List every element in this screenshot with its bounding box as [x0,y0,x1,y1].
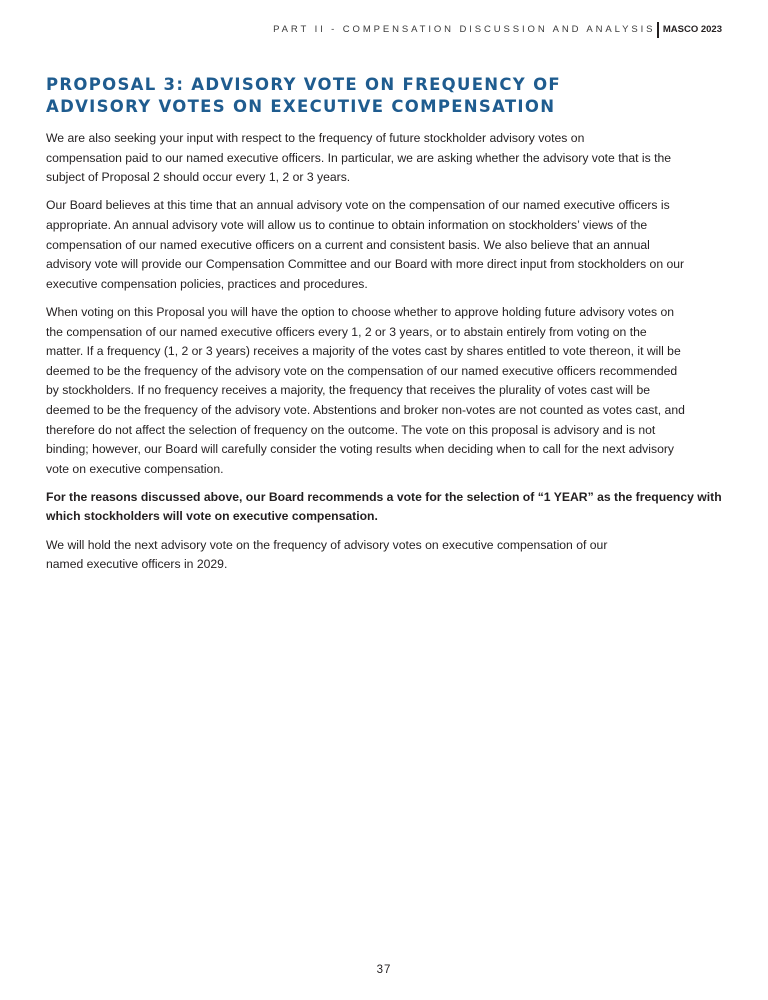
text-line: appropriate. An annual advisory vote will allow us to continue to obtain information on stockholders’ views of the [46,217,648,232]
text-line: binding; however, our Board will carefully consider the voting results when deciding when to call for the next advisory [46,442,674,457]
page-title-line-2: ADVISORY VOTES ON EXECUTIVE COMPENSATION [46,97,556,116]
text-line: advisory vote will provide our Compensation Committee and our Board with more direct input from stockholders on our [46,257,685,272]
text-line: When voting on this Proposal you will have the option to choose whether to approve holding future advisory votes on [46,304,675,319]
text-line: For the reasons discussed above, our Board recommends a vote for the selection of “1 YEAR” as the frequency with [46,489,722,504]
section-label: PART II - COMPENSATION DISCUSSION AND ANALYSIS [273,24,656,35]
running-header [273,22,722,38]
text-line: by stockholders. If no frequency receives a majority, the frequency that receives the plurality of votes cast will be [46,383,651,398]
text-line: vote on executive compensation. [46,461,224,476]
text-line: We are also seeking your input with respect to the frequency of future stockholder advisory votes on [46,131,585,145]
brand-year-label: MASCO 2023 [662,24,722,35]
text-line: compensation of our named executive officers on a current and consistent basis. We also believe that an annual [46,237,650,252]
page-number: 37 [376,964,392,976]
board-belief-paragraph [46,196,726,294]
intro-paragraph [46,129,726,188]
next-vote-paragraph [46,536,726,575]
voting-options-paragraph [46,303,726,479]
text-line: Our Board believes at this time that an annual advisory vote on the compensation of our named executive officers is [46,198,670,213]
text-line: We will hold the next advisory vote on the frequency of advisory votes on executive compensation of our [46,537,608,552]
text-line: compensation paid to our named executive officers. In particular, we are asking whether the advisory vote that is the [46,150,672,165]
text-line: subject of Proposal 2 should occur every 1, 2 or 3 years. [46,170,351,185]
text-line: deemed to be the frequency of the advisory vote. Abstentions and broker non-votes are not counted as votes cast, and [46,402,685,417]
text-line: which stockholders will vote on executive compensation. [46,509,378,524]
page-title [46,74,726,118]
text-line: therefore do not affect the selection of frequency on the outcome. The vote on this proposal is advisory and is not [46,422,656,437]
board-recommendation [46,488,726,527]
body-content [46,129,726,583]
text-line: named executive officers in 2029. [46,557,228,572]
text-line: matter. If a frequency (1, 2 or 3 years) receives a majority of the votes cast by shares entitled to vote thereon, it will be [46,344,681,359]
page-title-line-1: PROPOSAL 3: ADVISORY VOTE ON FREQUENCY OF [46,75,561,94]
header-divider [657,22,659,38]
text-line: deemed to be the frequency of the advisory vote on the compensation of our named executive officers recommended [46,363,678,378]
text-line: the compensation of our named executive officers every 1, 2 or 3 years, or to abstain entirely from voting on the [46,324,647,339]
text-line: executive compensation policies, practices and procedures. [46,276,368,291]
